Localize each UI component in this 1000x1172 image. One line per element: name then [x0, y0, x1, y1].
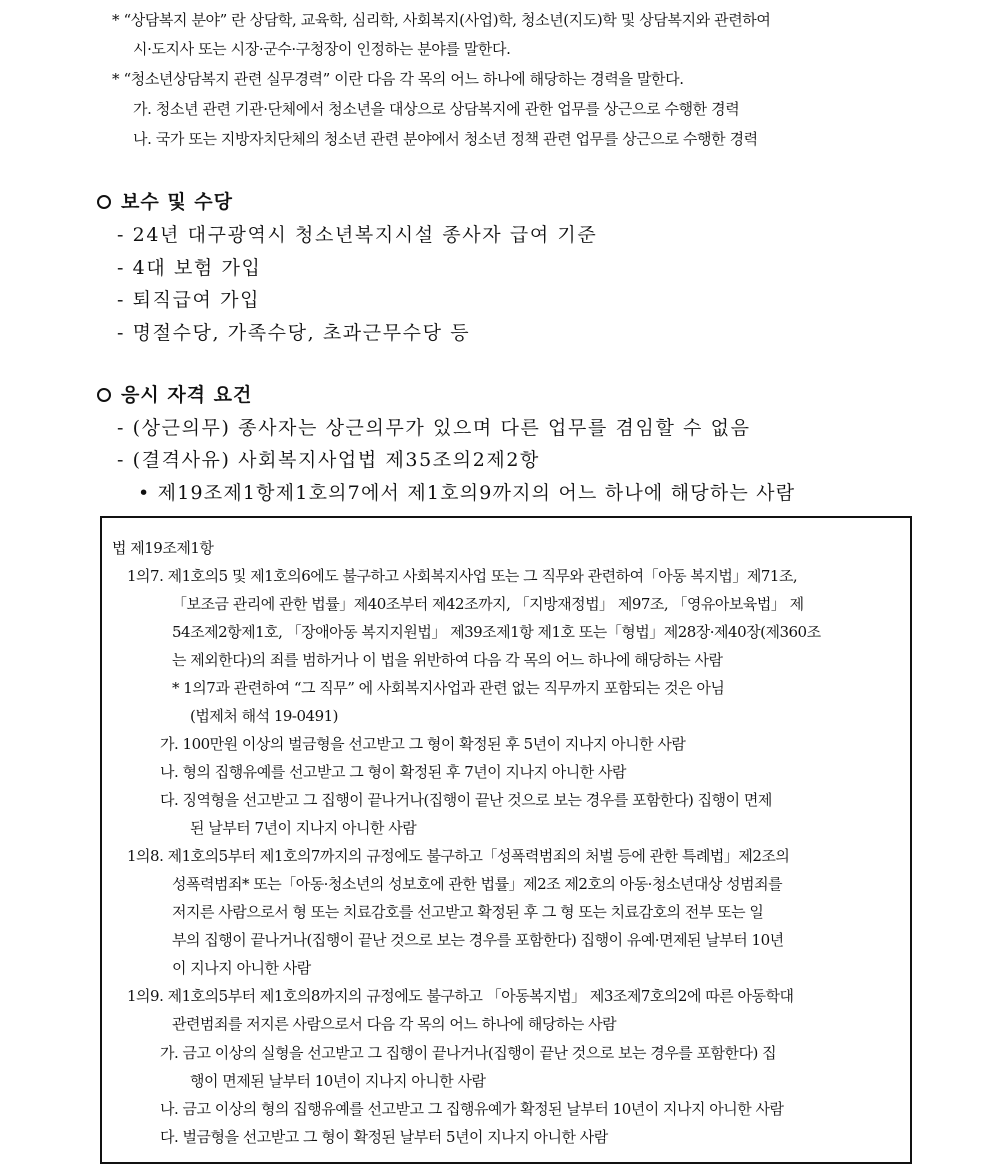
law-line: 저지른 사람으로서 형 또는 치료감호를 선고받고 확정된 후 그 형 또는 치료감호의 전부 또는 일 [172, 903, 764, 921]
law-line: 가. 100만원 이상의 벌금형을 선고받고 그 형이 확정된 후 5년이 지나지 아니한 사람 [160, 735, 686, 753]
law-title: 법 제19조제1항 [112, 539, 214, 557]
law-line: 「보조금 관리에 관한 법률」제40조부터 제42조까지, 「지방재정법」 제97조, 「영유아보육법」 제 [172, 595, 804, 613]
circle-bullet-icon [97, 388, 111, 402]
qualification-item: - (결격사유) 사회복지사업법 제35조의2제2항 [117, 449, 540, 471]
law-line: 행이 면제된 날부터 10년이 지나지 아니한 사람 [190, 1072, 486, 1090]
law-line: 된 날부터 7년이 지나지 아니한 사람 [190, 819, 417, 837]
law-line: 다. 벌금형을 선고받고 그 형이 확정된 날부터 5년이 지나지 아니한 사람 [160, 1128, 608, 1146]
law-line: * 1의7과 관련하여 “그 직무” 에 사회복지사업과 관련 없는 직무까지 포함되는 것은 아님 [172, 679, 725, 697]
law-line: 나. 금고 이상의 형의 집행유예를 선고받고 그 집행유예가 확정된 날부터 10년이 지나지 아니한 사람 [160, 1100, 784, 1118]
law-line: 관련범죄를 저지른 사람으로서 다음 각 목의 어느 하나에 해당하는 사람 [172, 1015, 617, 1033]
section-heading-qualification: 응시 자격 요건 [97, 380, 252, 407]
law-excerpt-box [100, 516, 912, 1164]
note-counseling-field: * “상담복지 분야” 란 상담학, 교육학, 심리학, 사회복지(사업)학, 청소년(지도)학 및 상담복지와 관련하여 [112, 11, 771, 29]
law-line: 1의9. 제1호의5부터 제1호의8까지의 규정에도 불구하고 「아동복지법」 제3조제7호의2에 따른 아동학대 [127, 987, 794, 1005]
circle-bullet-icon [97, 195, 111, 209]
law-line: 54조제2항제1호, 「장애아동 복지지원법」 제39조제1항 제1호 또는「형법」제28장·제40장(제360조 [172, 623, 821, 641]
pay-item: - 4대 보험 가입 [117, 257, 262, 279]
law-line: (법제처 해석 19-0491) [190, 707, 339, 725]
law-line: 성폭력범죄* 또는「아동·청소년의 성보호에 관한 법률」제2조 제2호의 아동·청소년대상 성범죄를 [172, 875, 783, 893]
note-counseling-field-cont: 시·도지사 또는 시장·군수·구청장이 인정하는 분야를 말한다. [133, 40, 511, 58]
pay-item: - 명절수당, 가족수당, 초과근무수당 등 [117, 322, 471, 344]
note-experience: * “청소년상담복지 관련 실무경력” 이란 다음 각 목의 어느 하나에 해당하는 경력을 말한다. [112, 70, 684, 88]
law-line: 1의8. 제1호의5부터 제1호의7까지의 규정에도 불구하고「성폭력범죄의 처벌 등에 관한 특례법」제2조의 [127, 847, 790, 865]
note-experience-na: 나. 국가 또는 지방자치단체의 청소년 관련 분야에서 청소년 정책 관련 업무를 상근으로 수행한 경력 [133, 130, 758, 148]
law-line: 나. 형의 집행유예를 선고받고 그 형이 확정된 후 7년이 지나지 아니한 사람 [160, 763, 626, 781]
qualification-bullet: • 제19조제1항제1호의7에서 제1호의9까지의 어느 하나에 해당하는 사람 [138, 482, 796, 504]
law-line: 가. 금고 이상의 실형을 선고받고 그 집행이 끝나거나(집행이 끝난 것으로 보는 경우를 포함한다) 집 [160, 1044, 777, 1062]
law-line: 부의 집행이 끝나거나(집행이 끝난 것으로 보는 경우를 포함한다) 집행이 유예·면제된 날부터 10년 [172, 931, 784, 949]
law-line: 1의7. 제1호의5 및 제1호의6에도 불구하고 사회복지사업 또는 그 직무와 관련하여「아동 복지법」제71조, [127, 567, 798, 585]
pay-item: - 퇴직급여 가입 [117, 289, 261, 311]
note-experience-ga: 가. 청소년 관련 기관·단체에서 청소년을 대상으로 상담복지에 관한 업무를 상근으로 수행한 경력 [133, 100, 740, 118]
law-line: 는 제외한다)의 죄를 범하거나 이 법을 위반하여 다음 각 목의 어느 하나에 해당하는 사람 [172, 651, 723, 669]
law-line: 다. 징역형을 선고받고 그 집행이 끝나거나(집행이 끝난 것으로 보는 경우를 포함한다) 집행이 면제 [160, 791, 772, 809]
pay-item: - 24년 대구광역시 청소년복지시설 종사자 급여 기준 [117, 224, 598, 246]
qualification-item: - (상근의무) 종사자는 상근의무가 있으며 다른 업무를 겸임할 수 없음 [117, 417, 751, 439]
law-line: 이 지나지 아니한 사람 [172, 959, 311, 977]
section-heading-pay: 보수 및 수당 [97, 187, 233, 214]
